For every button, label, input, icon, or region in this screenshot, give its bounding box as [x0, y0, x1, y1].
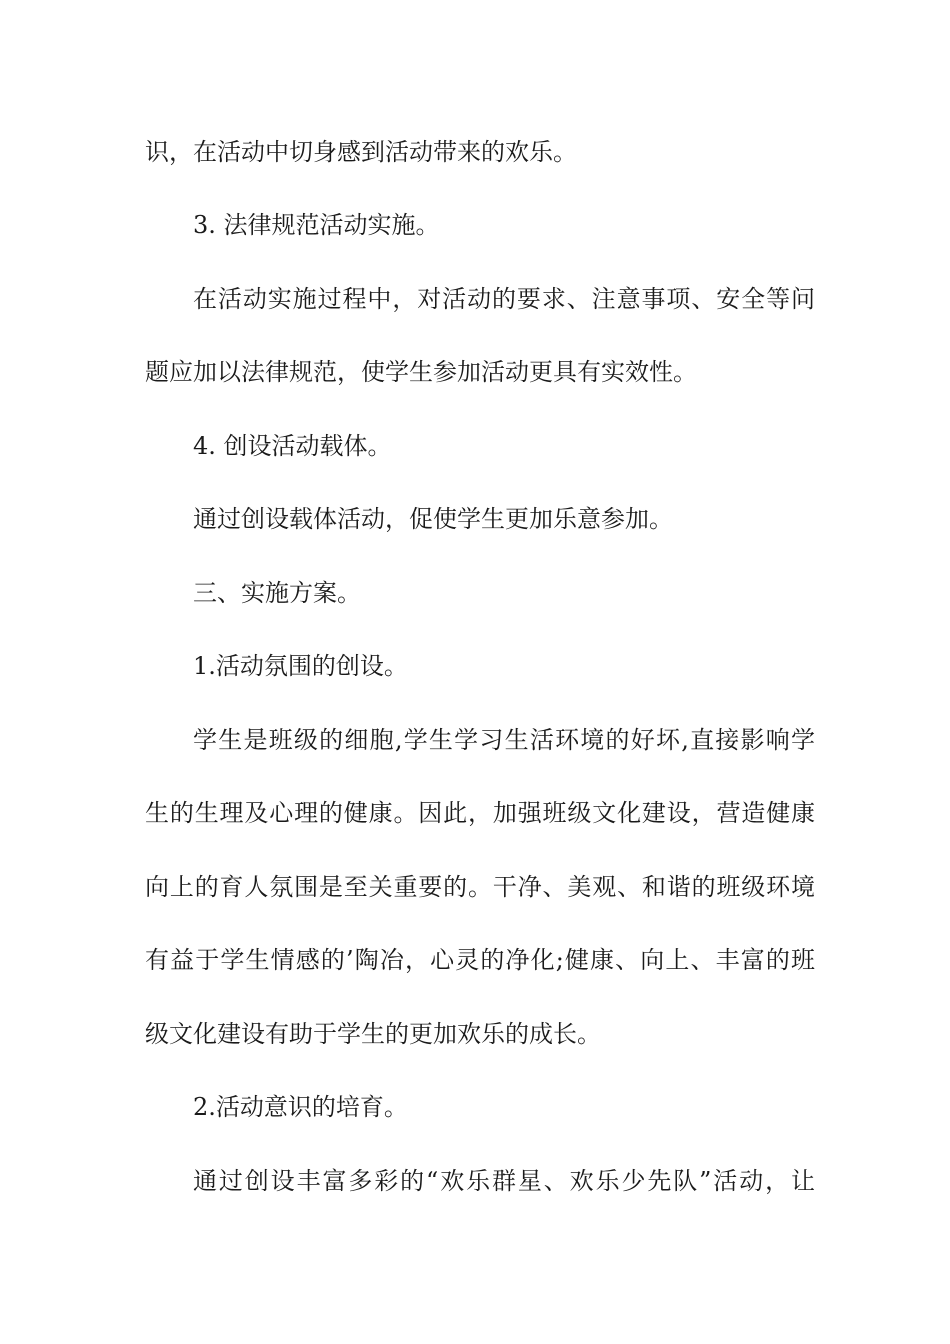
- section-heading: 1.活动氛围的创设。: [193, 652, 408, 680]
- section-heading: 三、实施方案。: [193, 579, 361, 607]
- paragraph-line: 通过创设丰富多彩的“欢乐群星、欢乐少先队”活动，让: [193, 1167, 815, 1195]
- section-heading: 3. 法律规范活动实施。: [193, 211, 440, 239]
- section-heading: 2.活动意识的培育。: [193, 1093, 408, 1121]
- paragraph-line: 识，在活动中切身感到活动带来的欢乐。: [145, 138, 577, 166]
- paragraph-line: 向上的育人氛围是至关重要的。干净、美观、和谐的班级环境: [145, 873, 815, 901]
- paragraph-line: 题应加以法律规范，使学生参加活动更具有实效性。: [145, 358, 697, 386]
- paragraph-line: 学生是班级的细胞,学生学习生活环境的好坏,直接影响学: [193, 726, 815, 754]
- paragraph-line: 在活动实施过程中，对活动的要求、注意事项、安全等问: [193, 285, 815, 313]
- paragraph-line: 级文化建设有助于学生的更加欢乐的成长。: [145, 1020, 601, 1048]
- paragraph-line: 通过创设载体活动，促使学生更加乐意参加。: [193, 505, 673, 533]
- paragraph-line: 有益于学生情感的’陶冶，心灵的净化;健康、向上、丰富的班: [145, 946, 815, 974]
- section-heading: 4. 创设活动载体。: [193, 432, 392, 460]
- paragraph-line: 生的生理及心理的健康。因此，加强班级文化建设，营造健康: [145, 799, 815, 827]
